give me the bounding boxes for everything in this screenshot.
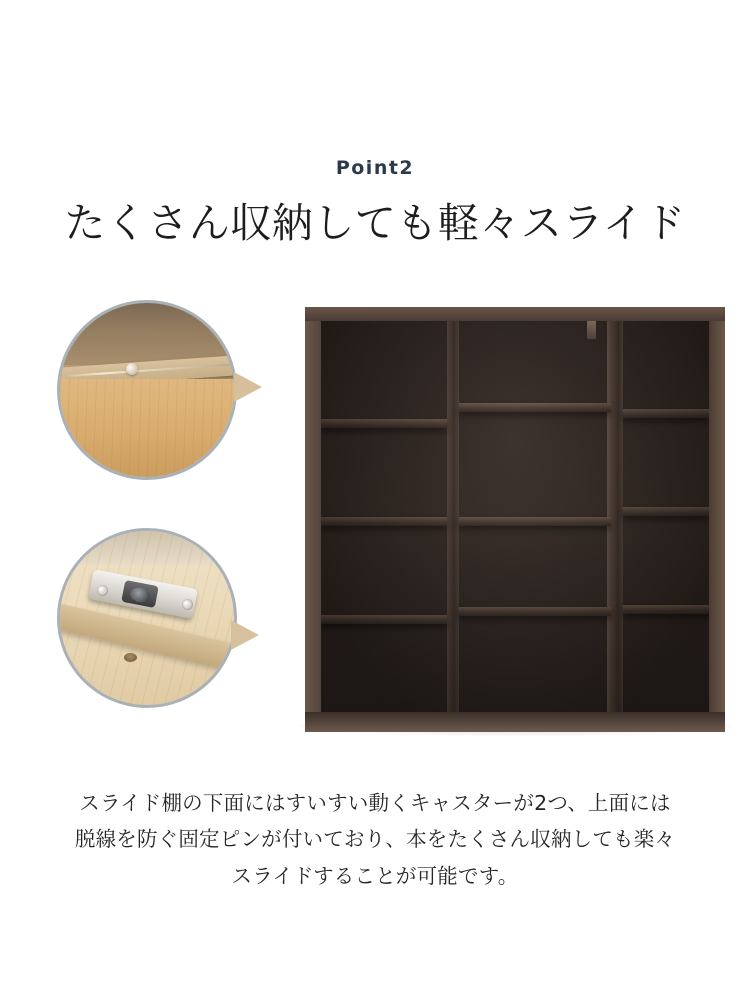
shelf-board [623, 409, 709, 418]
caster-detail-photo [57, 528, 237, 708]
cabinet-left-side [305, 321, 321, 712]
vertical-divider [447, 321, 459, 712]
shelf-board [459, 607, 611, 616]
caption-line-3: スライドすることが可能です。 [231, 863, 519, 888]
cabinet-base [305, 712, 725, 732]
cabinet-interior [321, 321, 709, 712]
screw-icon [182, 599, 193, 610]
lower-wood-panel [60, 379, 234, 480]
caption-line-2: 脱線を防ぐ固定ピンが付いており、本をたくさん収納しても楽々 [74, 827, 676, 852]
wood-grain-texture [60, 379, 234, 480]
point-label: Point2 [335, 157, 415, 179]
shelf-board [459, 517, 611, 526]
screw-hole-icon [124, 653, 137, 662]
arrow-right-icon [231, 620, 259, 650]
fixing-pin-detail-photo [57, 300, 237, 480]
shelf-upper-shadow [60, 303, 234, 365]
shelf-board [623, 507, 709, 516]
page-title: たくさん収納しても軽々スライド [64, 199, 686, 247]
screw-icon [97, 585, 108, 596]
cabinet-top-rail [305, 307, 725, 321]
cabinet-right-side [709, 321, 725, 712]
arrow-right-icon [234, 372, 262, 402]
shelf-board [321, 419, 447, 428]
caption-block [60, 785, 690, 894]
caption-line-1: スライド棚の下面にはすいすい動くキャスターが2つ、上面には [79, 791, 671, 815]
shelf-board [459, 403, 611, 412]
shelf-board [623, 605, 709, 614]
product-photo [305, 307, 725, 732]
vertical-divider [611, 321, 623, 712]
shelf-board [321, 615, 447, 624]
sliding-shelf-top-bracket [587, 321, 596, 339]
shelf-board [321, 517, 447, 526]
